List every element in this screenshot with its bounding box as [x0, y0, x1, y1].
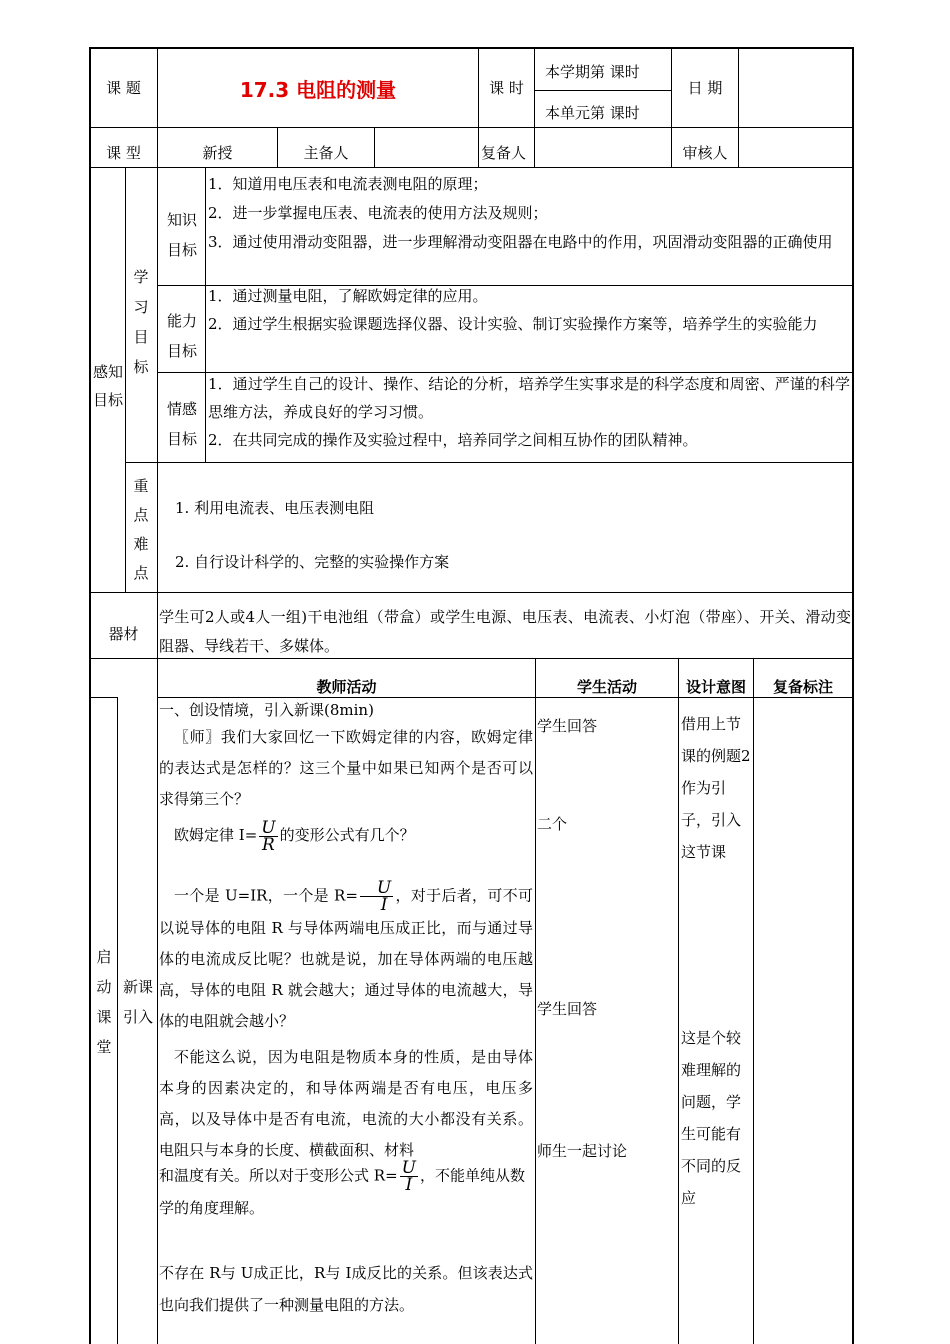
design-intent-header: 设计意图: [685, 678, 746, 696]
numerator-u: U: [360, 880, 393, 897]
denominator-i: I: [380, 895, 388, 915]
key-point-2: 2. 自行设计科学的、完整的实验操作方案: [175, 553, 450, 571]
teacher-activity-header: 教师活动: [316, 678, 377, 696]
key-points-label: 重点难点: [133, 477, 149, 582]
variant-text-c: 和温度有关。所以对于变形公式 R=: [159, 1166, 398, 1185]
ability-item: 1．通过测量电阻，了解欧姆定律的应用。: [208, 287, 488, 305]
lesson-title: 17.3 电阻的测量: [239, 78, 397, 102]
variant-text-d: ，不能单纯从数学的角度理解。: [159, 1166, 525, 1217]
period-label: 课 时: [489, 79, 524, 97]
ohm-law-text: 欧姆定律 I=: [174, 826, 258, 844]
numerator-u: U: [261, 817, 276, 838]
key-point-1: 1. 利用电流表、电压表测电阻: [175, 499, 375, 517]
design-intent-2: 这是个较难理解的问题，学生可能有不同的反应: [681, 1029, 742, 1207]
equipment-label: 器材: [108, 625, 139, 643]
learning-objectives-label: 学习目标: [133, 268, 149, 376]
type-value: 新授: [202, 144, 233, 162]
teacher-paragraph-1: 〖师〗我们大家回忆一下欧姆定律的内容，欧姆定律的表达式是怎样的？这三个量中如果已知两个是否可以求得第三个？: [159, 728, 533, 808]
stage-label: 启动课堂: [96, 948, 112, 1056]
variant-text-b: ，对于后者，可不可以说导体的电阻 R 与导体两端电压成正比，而与通过导体的电流成反比呢？也就是说，加在导体两端的电压越高，导体的电阻 R 就会越大；通过导体的电流越大，导体的电阻就会越小？: [159, 886, 533, 1030]
sub-stage-label: 新课引入: [122, 978, 153, 1026]
ability-item: 2．通过学生根据实验课题选择仪器、设计实验、制订实验操作方案等，培养学生的实验能力: [208, 315, 818, 333]
variant-question: 的变形公式有几个？: [279, 826, 415, 844]
objectives-group-label: 感知目标: [93, 363, 124, 409]
teacher-paragraph-2: [174, 812, 415, 858]
numerator-u: U: [401, 1158, 416, 1178]
ability-list: [208, 282, 850, 338]
student-activity-4: 师生一起讨论: [537, 1142, 628, 1160]
student-activity-header: 学生活动: [576, 678, 637, 696]
date-label: 日 期: [687, 79, 723, 97]
re-preparer-label: 复备人: [481, 144, 527, 162]
knowledge-item: 1．知道用电压表和电流表测电阻的原理；: [208, 175, 488, 193]
teacher-paragraph-6: 不存在 R与 U成正比，R与 I成反比的关系。但该表达式也向我们提供了一种测量电阻的方法。: [159, 1264, 533, 1314]
lesson-label: 课 题: [106, 79, 141, 97]
formula-u-over-r: [259, 817, 277, 855]
knowledge-item: 3．通过使用滑动变阻器，进一步理解滑动变阻器在电路中的作用，巩固滑动变阻器的正确使用: [208, 233, 833, 251]
knowledge-label: 知识目标: [166, 211, 197, 259]
teacher-heading: 一、创设情境，引入新课(8min): [159, 701, 374, 719]
type-label: 课 型: [106, 144, 141, 162]
unit-period: 本单元第 课时: [545, 104, 640, 122]
knowledge-list: [208, 170, 850, 257]
teacher-paragraph-4: 不能这么说，因为电阻是物质本身的性质，是由导体本身的因素决定的，和导体两端是否有电压，电压多高，以及导体中是否有电流，电流的大小都没有关系。电阻只与本身的长度、横截面积、材料: [159, 1048, 533, 1159]
review-note-header: 复备标注: [772, 678, 833, 696]
emotion-item: 1．通过学生自己的设计、操作、结论的分析，培养学生实事求是的科学态度和周密、严谨的科学思维方法，养成良好的学习习惯。: [208, 375, 850, 421]
student-activity-2: 二个: [537, 815, 568, 833]
reviewer-label: 审核人: [682, 144, 728, 162]
emotion-label: 情感目标: [166, 400, 197, 448]
formula-u-over-i-2: [400, 1160, 418, 1193]
student-activity-1: 学生回答: [537, 717, 598, 735]
knowledge-item: 2．进一步掌握电压表、电流表的使用方法及规则；: [208, 204, 548, 222]
denominator-i: I: [405, 1175, 413, 1195]
denominator-r: R: [262, 834, 275, 855]
emotion-list: [208, 370, 850, 454]
student-activity-3: 学生回答: [537, 1000, 598, 1018]
main-preparer-label: 主备人: [303, 144, 349, 162]
ability-label: 能力目标: [166, 312, 197, 360]
emotion-item: 2．在共同完成的操作及实验过程中，培养同学之间相互协作的团队精神。: [208, 431, 698, 449]
teacher-paragraph-5: [159, 1160, 533, 1224]
teacher-paragraph-3: [159, 880, 533, 1037]
variant-text-a: 一个是 U=IR，一个是 R=: [174, 886, 358, 905]
design-intent-1: 借用上节课的例题2作为引子，引入这节课: [681, 715, 751, 861]
semester-period: 本学期第 课时: [545, 63, 640, 81]
formula-u-over-i: [360, 880, 393, 913]
equipment-text: 学生可2人或4人一组)干电池组（带盒）或学生电源、电压表、电流表、小灯泡（带座）、开关、滑动变阻器、导线若干、多媒体。: [159, 608, 851, 655]
